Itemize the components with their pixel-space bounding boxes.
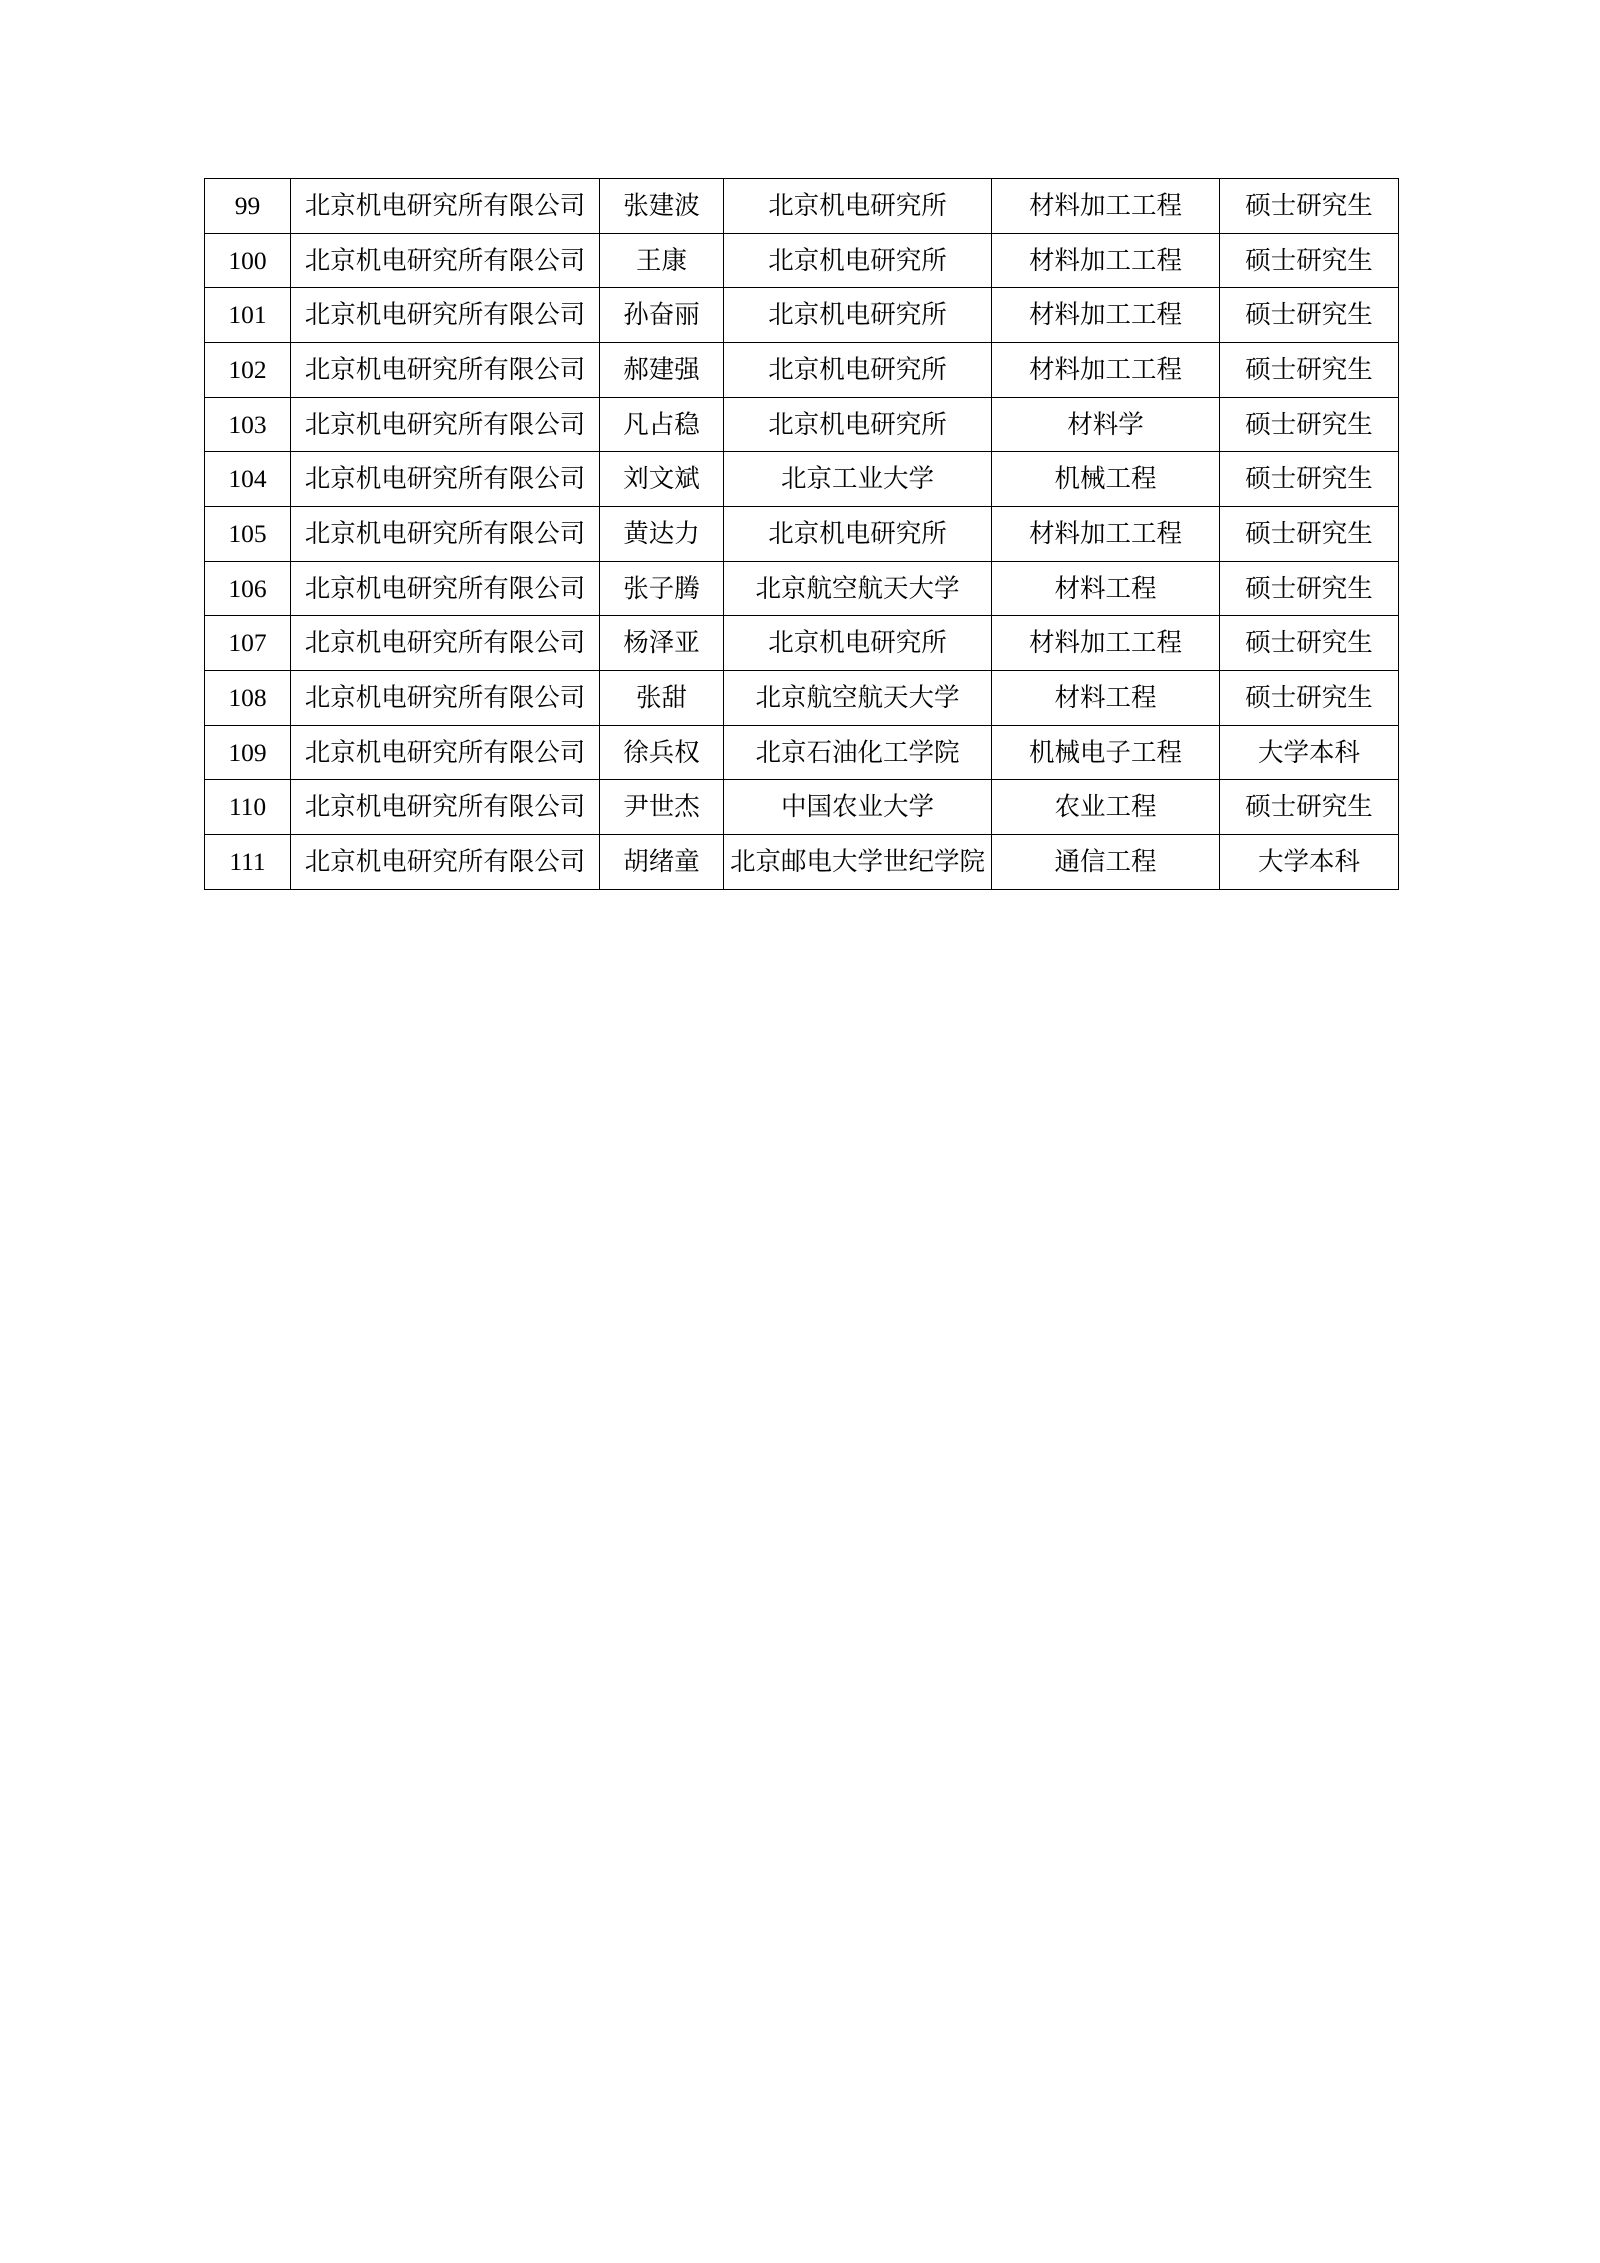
table-container [204,178,1398,890]
cell-school: 北京机电研究所 [724,179,992,234]
table-row [205,179,1399,234]
cell-degree: 大学本科 [1220,834,1399,889]
cell-name: 张甜 [600,670,724,725]
cell-major: 材料学 [992,397,1220,452]
table-row [205,616,1399,671]
cell-school: 北京航空航天大学 [724,561,992,616]
cell-name: 王康 [600,233,724,288]
cell-name: 胡绪童 [600,834,724,889]
cell-degree: 硕士研究生 [1220,342,1399,397]
table-row [205,506,1399,561]
table-row [205,288,1399,343]
cell-name: 郝建强 [600,342,724,397]
cell-school: 北京工业大学 [724,452,992,507]
table-row [205,670,1399,725]
cell-name: 黄达力 [600,506,724,561]
cell-major: 材料工程 [992,670,1220,725]
cell-degree: 硕士研究生 [1220,397,1399,452]
cell-index: 104 [205,452,291,507]
cell-index: 106 [205,561,291,616]
cell-company: 北京机电研究所有限公司 [291,616,600,671]
cell-school: 北京机电研究所 [724,506,992,561]
cell-school: 北京机电研究所 [724,342,992,397]
cell-name: 孙奋丽 [600,288,724,343]
cell-name: 刘文斌 [600,452,724,507]
cell-major: 材料加工工程 [992,616,1220,671]
table-body [205,179,1399,890]
cell-company: 北京机电研究所有限公司 [291,780,600,835]
cell-degree: 硕士研究生 [1220,780,1399,835]
cell-degree: 硕士研究生 [1220,233,1399,288]
cell-degree: 硕士研究生 [1220,670,1399,725]
table-row [205,452,1399,507]
cell-index: 107 [205,616,291,671]
table-row [205,725,1399,780]
cell-school: 北京航空航天大学 [724,670,992,725]
cell-school: 北京机电研究所 [724,397,992,452]
cell-school: 北京机电研究所 [724,288,992,343]
cell-index: 111 [205,834,291,889]
cell-major: 材料加工工程 [992,342,1220,397]
cell-school: 北京机电研究所 [724,616,992,671]
table-row [205,561,1399,616]
cell-company: 北京机电研究所有限公司 [291,506,600,561]
cell-index: 101 [205,288,291,343]
cell-name: 尹世杰 [600,780,724,835]
cell-degree: 硕士研究生 [1220,561,1399,616]
cell-school: 中国农业大学 [724,780,992,835]
cell-degree: 硕士研究生 [1220,616,1399,671]
cell-company: 北京机电研究所有限公司 [291,725,600,780]
table-row [205,834,1399,889]
cell-name: 张子腾 [600,561,724,616]
cell-degree: 硕士研究生 [1220,179,1399,234]
cell-name: 张建波 [600,179,724,234]
cell-name: 杨泽亚 [600,616,724,671]
cell-major: 材料加工工程 [992,179,1220,234]
cell-name: 凡占稳 [600,397,724,452]
cell-company: 北京机电研究所有限公司 [291,670,600,725]
cell-degree: 大学本科 [1220,725,1399,780]
cell-major: 材料加工工程 [992,288,1220,343]
cell-degree: 硕士研究生 [1220,452,1399,507]
cell-name: 徐兵权 [600,725,724,780]
cell-company: 北京机电研究所有限公司 [291,288,600,343]
cell-company: 北京机电研究所有限公司 [291,561,600,616]
cell-major: 材料加工工程 [992,506,1220,561]
cell-school: 北京邮电大学世纪学院 [724,834,992,889]
cell-company: 北京机电研究所有限公司 [291,452,600,507]
cell-index: 100 [205,233,291,288]
cell-major: 材料加工工程 [992,233,1220,288]
cell-degree: 硕士研究生 [1220,288,1399,343]
cell-major: 机械电子工程 [992,725,1220,780]
cell-degree: 硕士研究生 [1220,506,1399,561]
cell-index: 110 [205,780,291,835]
table-row [205,780,1399,835]
cell-index: 99 [205,179,291,234]
cell-company: 北京机电研究所有限公司 [291,233,600,288]
cell-school: 北京石油化工学院 [724,725,992,780]
cell-index: 103 [205,397,291,452]
cell-major: 材料工程 [992,561,1220,616]
cell-company: 北京机电研究所有限公司 [291,342,600,397]
cell-major: 农业工程 [992,780,1220,835]
cell-school: 北京机电研究所 [724,233,992,288]
cell-index: 105 [205,506,291,561]
cell-major: 通信工程 [992,834,1220,889]
cell-company: 北京机电研究所有限公司 [291,834,600,889]
applicant-roster-table [204,178,1399,890]
cell-index: 102 [205,342,291,397]
cell-index: 109 [205,725,291,780]
cell-index: 108 [205,670,291,725]
cell-company: 北京机电研究所有限公司 [291,179,600,234]
table-row [205,233,1399,288]
table-row [205,397,1399,452]
cell-major: 机械工程 [992,452,1220,507]
table-row [205,342,1399,397]
cell-company: 北京机电研究所有限公司 [291,397,600,452]
